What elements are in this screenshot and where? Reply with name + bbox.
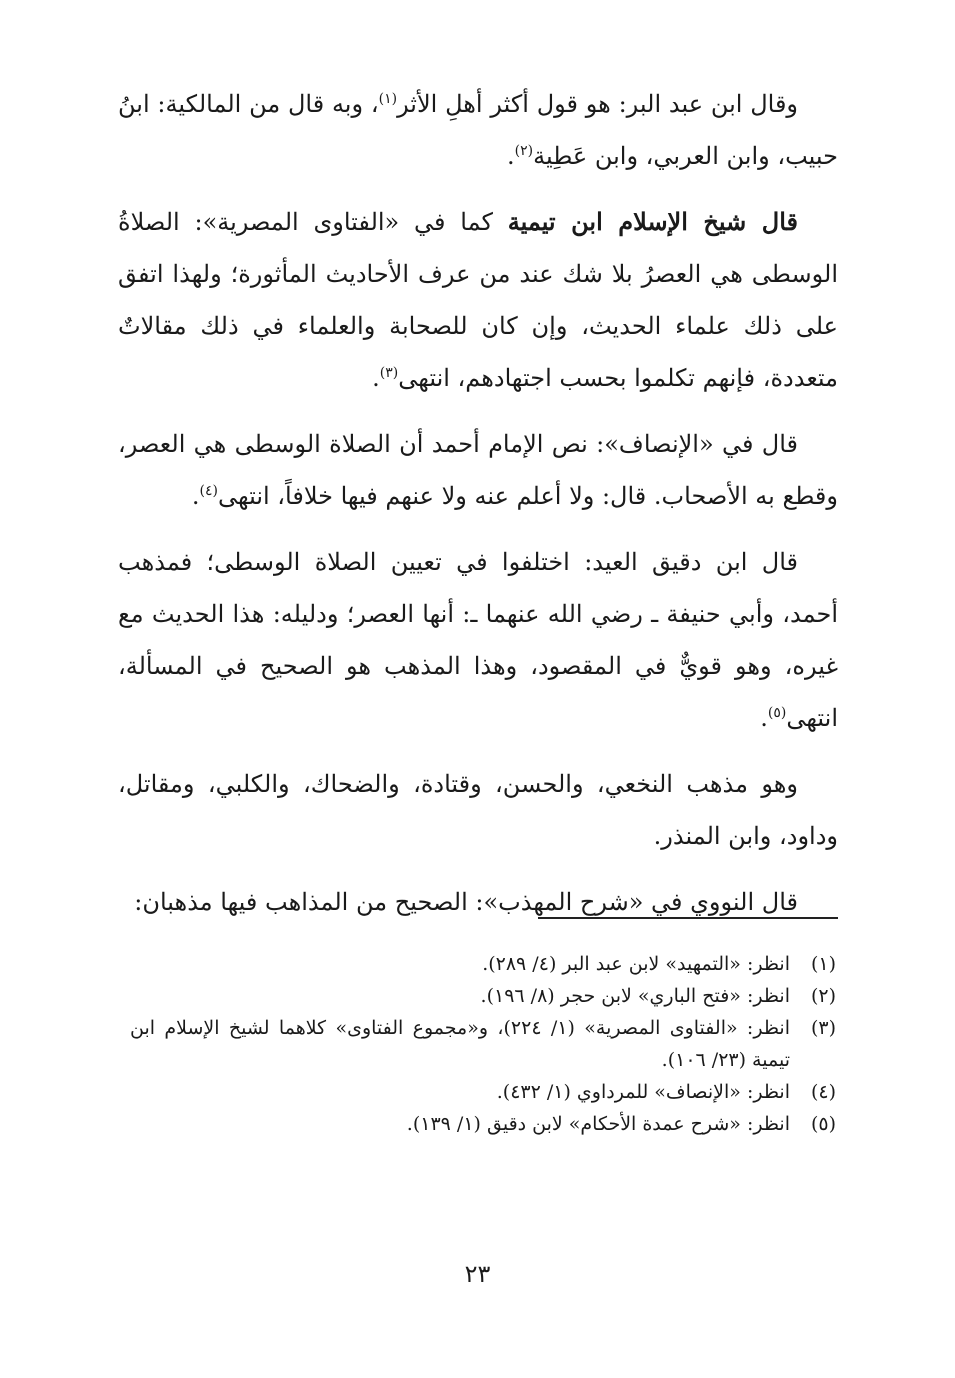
footnote-text: انظر: «فتح الباري» لابن حجر (٨/ ١٩٦). [480,985,790,1007]
footnote-number: (٥) [810,1113,836,1135]
footnote-number: (٤) [810,1081,836,1103]
paragraph-3: قال في «الإنصاف»: نص الإمام أحمد أن الصلاة الوسطى هي العصر، وقطع به الأصحاب. قال: ولا أعلم عنه ولا عنهم فيها خلافاً، انتهى$^{(٤)}$. [118,430,838,510]
footnote-separator [538,917,838,919]
paragraph-4: قال ابن دقيق العيد: اختلفوا في تعيين الصلاة الوسطى؛ فمذهب أحمد، وأبي حنيفة ـ رضي الله عنهما ـ: أنها العصر؛ ودليله: هذا الحديث مع غيره، وهو قويٌّ في المقصود، وهذا المذهب هو الصحيح في المسألة، انتهى$^{(٥)}$. [118,548,838,732]
footnote-1 [130,948,836,980]
footnote-text: انظر: «الفتاوى المصرية» (١/ ٢٢٤)، و«مجموع الفتاوى» كلاهما لشيخ الإسلام ابن تيمية (٢٣/ ١٠٦). [130,1017,790,1071]
page-number: ٢٣ [464,1260,491,1288]
paragraph-6: قال النووي في «شرح المهذب»: الصحيح من المذاهب فيها مذهبان: [134,888,798,916]
paragraph-2: قال شيخ الإسلام ابن تيمية كما في «الفتاوى المصرية»: الصلاةُ الوسطى هي العصرُ بلا شك عند من عرف الأحاديث المأثورة؛ ولهذا اتفق على ذلك علماء الحديث، وإن كان للصحابة والعلماء في ذلك مقالاتٌ متعددة، فإنهم تكلموا بحسب اجتهادهم، انتهى$^{(٣)}$. [118,207,838,392]
footnote-text: انظر: «الإنصاف» للمرداوي (١/ ٤٣٢). [496,1081,790,1103]
footnote-number: (١) [810,953,836,975]
footnote-number: (٣) [810,1017,836,1039]
footnote-ref-2[interactable]: (٢) [514,143,534,159]
footnote-text: انظر: «شرح عمدة الأحكام» لابن دقيق (١/ ١٣٩). [406,1113,790,1135]
footnote-number: (٢) [810,985,836,1007]
bold-heading: قال شيخ الإسلام ابن تيمية [507,207,799,236]
footnote-ref-4[interactable]: (٤) [199,483,219,499]
footnote-4 [130,1076,836,1108]
paragraph-5: وهو مذهب النخعي، والحسن، وقتادة، والضحاك، والكلبي، ومقاتل، وداود، وابن المنذر. [118,770,838,850]
footnote-ref-1[interactable]: (١) [378,91,398,107]
footnote-3 [130,1012,836,1076]
footnotes [130,948,836,1140]
paragraph-1: وقال ابن عبد البر: هو قول أكثر أهلِ الأثر$^{(١)}$، وبه قال من المالكية: ابنُ حبيب، وابن العربي، وابن عَطِية$^{(٢)}$. [118,90,838,170]
footnote-text: انظر: «التمهيد» لابن عبد البر (٤/ ٢٨٩). [482,953,790,975]
footnote-ref-5[interactable]: (٥) [767,705,787,721]
footnote-5 [130,1108,836,1140]
footnote-2 [130,980,836,1012]
footnote-ref-3[interactable]: (٣) [379,365,399,381]
main-text [118,78,838,942]
